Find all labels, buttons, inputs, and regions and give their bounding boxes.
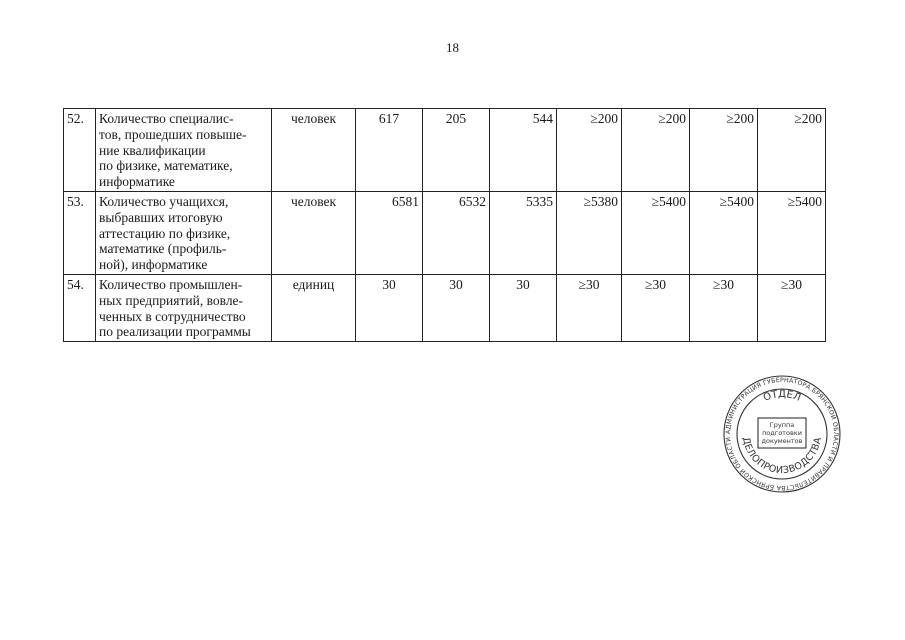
unit-cell: единиц <box>272 275 356 342</box>
row-number: 53. <box>64 192 96 275</box>
value-cell: 205 <box>423 109 490 192</box>
value-cell: 30 <box>356 275 423 342</box>
svg-text:ОТДЕЛ <box>762 389 802 404</box>
value-cell: 617 <box>356 109 423 192</box>
value-cell: ≥30 <box>622 275 690 342</box>
value-cell: ≥200 <box>690 109 758 192</box>
value-cell: 6532 <box>423 192 490 275</box>
table-row <box>64 192 826 275</box>
seal-title-bottom: ДЕЛОПРОИЗВОДСТВА <box>740 436 824 477</box>
value-cell: ≥200 <box>758 109 826 192</box>
unit-cell: человек <box>272 109 356 192</box>
indicator-name-line: ных предприятий, вовле- <box>99 292 244 308</box>
seal-outer-text: АДМИНИСТРАЦИЯ ГУБЕРНАТОРА БРЯНСКОЙ ОБЛАСТИ И ПРАВИТЕЛЬСТВА БРЯНСКОЙ ОБЛАСТИ <box>724 376 840 492</box>
indicator-name-line: математике (профиль- <box>99 241 227 257</box>
value-cell: ≥5400 <box>758 192 826 275</box>
seal-center-line: подготовки <box>762 429 802 437</box>
value-cell: ≥30 <box>690 275 758 342</box>
indicator-name <box>96 192 272 275</box>
indicator-name-line: тов, прошедших повыше- <box>99 126 247 142</box>
value-cell: ≥30 <box>758 275 826 342</box>
value-cell: 544 <box>490 109 557 192</box>
indicator-name-line: ние квалификации <box>99 142 206 158</box>
value-cell: ≥30 <box>557 275 622 342</box>
indicator-name-line: ченных в сотрудничество <box>99 308 246 324</box>
indicator-name-line: по реализации программы <box>99 324 251 340</box>
value-cell: ≥200 <box>557 109 622 192</box>
indicator-name-line: выбравших итоговую <box>99 209 223 225</box>
table-row <box>64 275 826 342</box>
indicator-name <box>96 109 272 192</box>
table-row <box>64 109 826 192</box>
indicator-name-line: по физике, математике, <box>99 158 233 174</box>
value-cell: 6581 <box>356 192 423 275</box>
indicator-name-line: ной), информатике <box>99 257 208 273</box>
indicator-name-line: Количество специалис- <box>99 111 234 126</box>
value-cell: 30 <box>490 275 557 342</box>
value-cell: 5335 <box>490 192 557 275</box>
row-number: 52. <box>64 109 96 192</box>
value-cell: ≥5380 <box>557 192 622 275</box>
indicators-table <box>63 108 826 342</box>
unit-cell: человек <box>272 192 356 275</box>
seal-center-line: документов <box>761 437 803 445</box>
value-cell: ≥200 <box>622 109 690 192</box>
indicator-name <box>96 275 272 342</box>
indicator-name-line: Количество учащихся, <box>99 194 229 209</box>
seal-center-line: Группа <box>769 421 795 429</box>
office-seal <box>722 374 842 494</box>
value-cell: 30 <box>423 275 490 342</box>
value-cell: ≥5400 <box>622 192 690 275</box>
indicator-name-line: информатике <box>99 174 175 190</box>
row-number: 54. <box>64 275 96 342</box>
indicator-name-line: аттестацию по физике, <box>99 225 231 241</box>
page-number: 18 <box>446 40 459 55</box>
indicator-name-line: Количество промышлен- <box>99 277 243 292</box>
seal-title-top: ОТДЕЛ <box>761 388 803 404</box>
value-cell: ≥5400 <box>690 192 758 275</box>
